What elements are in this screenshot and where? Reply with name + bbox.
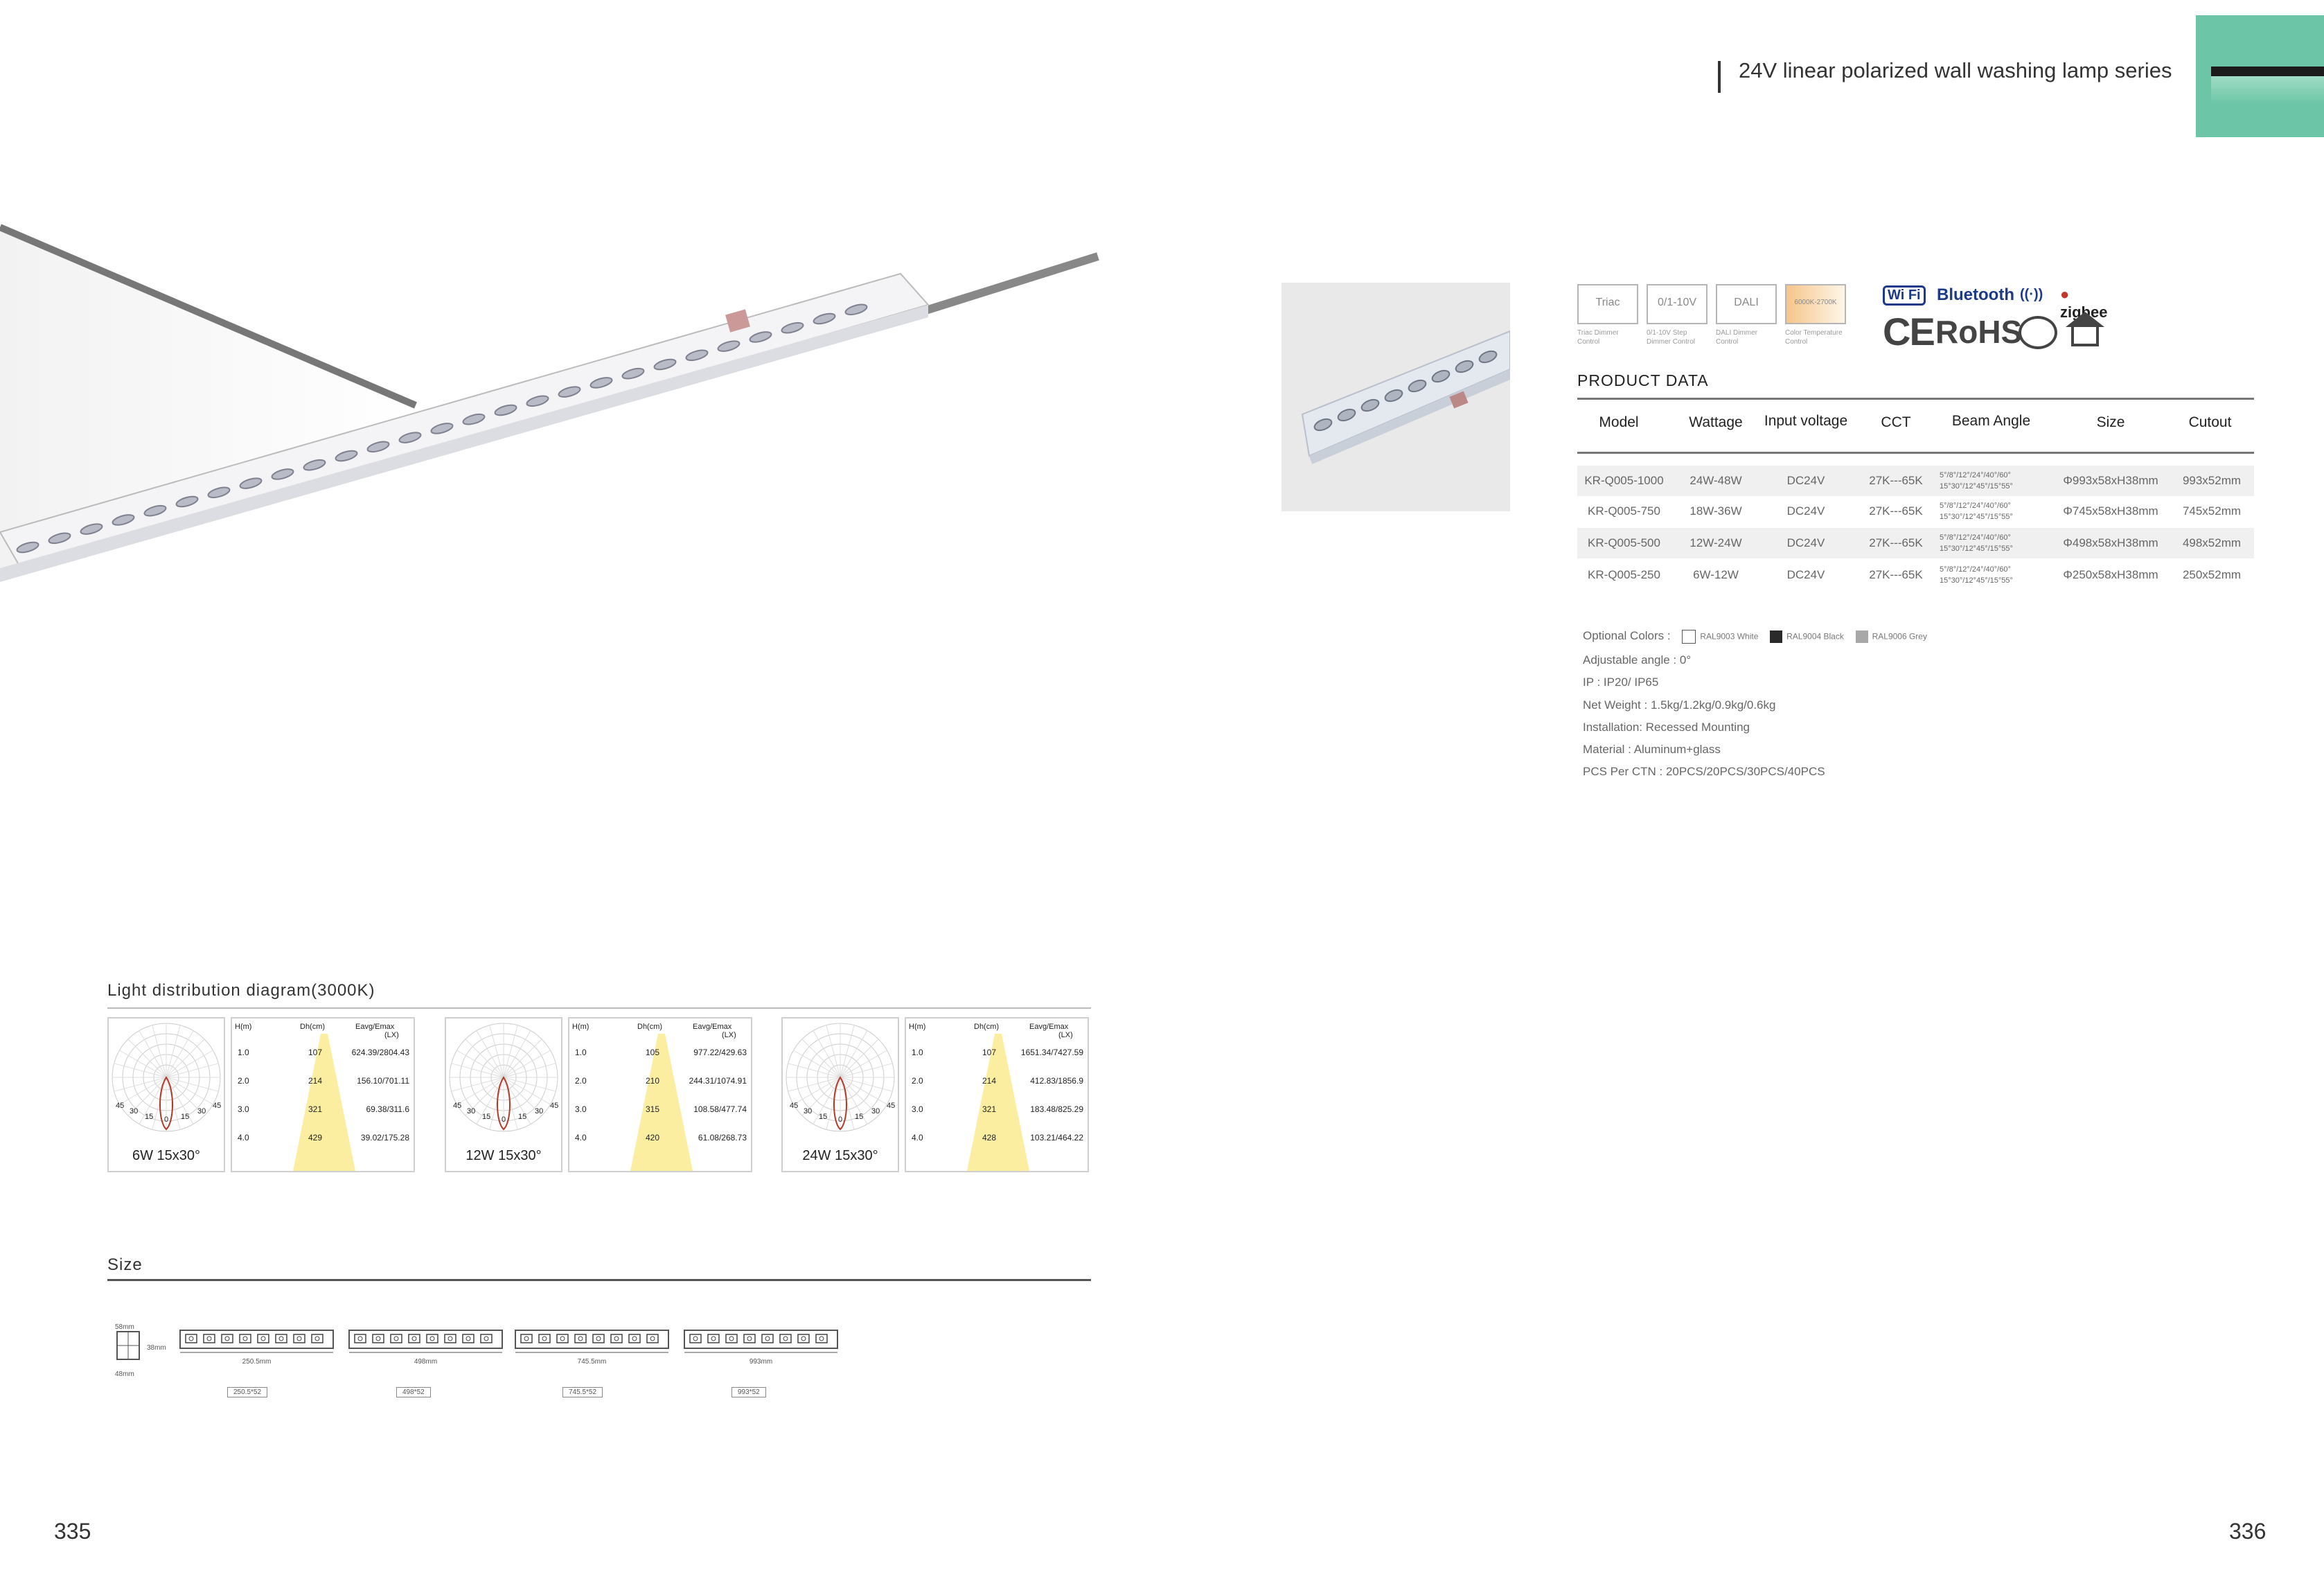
illuminance-column-header: (LX) xyxy=(384,1031,399,1039)
profile-section-drawing xyxy=(114,1329,142,1364)
table-header xyxy=(1577,414,2254,442)
illuminance-column-header: Eavg/Emax xyxy=(355,1023,395,1031)
illuminance-cell: 321 xyxy=(982,1104,997,1114)
ip-rating: IP : IP20/ IP65 xyxy=(1583,676,1659,689)
indoor-use-icon xyxy=(2066,312,2104,327)
lamp-size-drawing xyxy=(514,1329,670,1405)
illuminance-column-header: Dh(cm) xyxy=(637,1023,663,1031)
illuminance-column-header: H(m) xyxy=(572,1023,589,1031)
illuminance-column-header: Dh(cm) xyxy=(300,1023,326,1031)
table-header-rule xyxy=(1577,452,2254,454)
polar-angle-label: 0 xyxy=(502,1115,506,1124)
th-size: Size xyxy=(2096,414,2125,430)
illuminance-cell: 3.0 xyxy=(238,1104,249,1114)
polar-angle-label: 30 xyxy=(804,1107,813,1115)
hero-product-image xyxy=(0,208,1101,582)
polar-diagram xyxy=(781,1017,899,1172)
lamp-length-label: 745.5mm xyxy=(577,1358,607,1366)
illuminance-cell: 69.38/311.6 xyxy=(366,1104,409,1114)
polar-diagram-label: 6W 15x30° xyxy=(132,1148,201,1163)
black-swatch-label: RAL9004 Black xyxy=(1786,631,1844,642)
cell-cutout: 498x52mm xyxy=(2182,536,2242,549)
rohs-icon: RoHS xyxy=(1935,314,2023,350)
indoor-use-house-base xyxy=(2071,327,2099,346)
illuminance-cell: 105 xyxy=(646,1048,660,1057)
illuminance-cell: 420 xyxy=(646,1133,660,1143)
th-cutout: Cutout xyxy=(2188,414,2232,430)
beam-line-1: 5°/8°/12°/24°/40°/60° xyxy=(1940,471,2011,479)
th-model: Model xyxy=(1599,414,1639,430)
illuminance-cell: 1651.34/7427.59 xyxy=(1020,1048,1083,1057)
th-input-voltage: Input voltage xyxy=(1764,413,1848,429)
product-data-title: PRODUCT DATA xyxy=(1577,371,1709,389)
polar-angle-label: 45 xyxy=(887,1102,896,1110)
illuminance-cell: 1.0 xyxy=(238,1048,249,1057)
cell-cct: 27K---65K xyxy=(1869,568,1923,581)
installation: Installation: Recessed Mounting xyxy=(1583,721,1750,734)
cell-wattage: 12W-24W xyxy=(1689,536,1742,549)
dimmer-caption: 0/1-10V Step Dimmer Control xyxy=(1647,329,1696,346)
illuminance-cell: 3.0 xyxy=(575,1104,587,1114)
optional-colors xyxy=(1583,629,1927,644)
illuminance-cell: 103.21/464.22 xyxy=(1030,1133,1083,1143)
illuminance-cell: 3.0 xyxy=(912,1104,923,1114)
profile-depth-label: 48mm xyxy=(115,1370,134,1378)
polar-angle-label: 15 xyxy=(855,1113,864,1121)
page-number-left: 335 xyxy=(54,1519,91,1544)
bluetooth-icon xyxy=(1937,285,2014,305)
illuminance-column-header: H(m) xyxy=(235,1023,252,1031)
illuminance-cell: 214 xyxy=(308,1076,323,1086)
polar-diagram xyxy=(107,1017,225,1172)
dimmer-0-10v-icon xyxy=(1647,284,1707,324)
illuminance-cell: 4.0 xyxy=(575,1133,587,1143)
cell-size: Φ993x58xH38mm xyxy=(2063,474,2158,487)
cell-cct: 27K---65K xyxy=(1869,474,1923,487)
illuminance-cell: 107 xyxy=(982,1048,997,1057)
illuminance-table xyxy=(905,1017,1089,1172)
material: Material : Aluminum+glass xyxy=(1583,743,1721,756)
beam-line-2: 15°30°/12°45°/15°55° xyxy=(1940,482,2013,491)
white-swatch-label: RAL9003 White xyxy=(1700,631,1759,642)
light-distribution-rule xyxy=(107,1007,1091,1009)
illuminance-table xyxy=(568,1017,752,1172)
polar-angle-label: 0 xyxy=(164,1115,169,1124)
illuminance-cell: 624.39/2804.43 xyxy=(351,1048,409,1057)
optional-colors-label: Optional Colors : xyxy=(1583,629,1671,642)
illuminance-cell: 210 xyxy=(646,1076,660,1086)
size-title: Size xyxy=(107,1255,143,1274)
illuminance-cell: 39.02/175.28 xyxy=(360,1133,409,1143)
cell-model: KR-Q005-1000 xyxy=(1584,474,1664,487)
illuminance-table xyxy=(231,1017,415,1172)
beam-line-1: 5°/8°/12°/24°/40°/60° xyxy=(1940,502,2011,510)
zigbee-label: zigbee xyxy=(2060,303,2108,321)
illuminance-cell: 315 xyxy=(646,1104,660,1114)
illuminance-cell: 321 xyxy=(308,1104,323,1114)
cell-cutout: 993x52mm xyxy=(2182,474,2242,487)
lamp-length-label: 993mm xyxy=(749,1358,773,1366)
polar-angle-label: 15 xyxy=(482,1113,491,1121)
illuminance-column-header: Dh(cm) xyxy=(974,1023,1000,1031)
illuminance-column-header: H(m) xyxy=(909,1023,926,1031)
wireless-signal-icon: ((·)) xyxy=(2020,287,2043,302)
polar-angle-label: 30 xyxy=(467,1107,476,1115)
lamp-size-drawing xyxy=(348,1329,504,1405)
bluetooth-label: Bluetooth xyxy=(1937,285,2014,304)
light-distribution-title: Light distribution diagram(3000K) xyxy=(107,981,375,1000)
cell-voltage: DC24V xyxy=(1786,474,1825,487)
illuminance-cell: 156.10/701.11 xyxy=(357,1076,409,1086)
table-row xyxy=(1577,560,2254,590)
cell-beam xyxy=(1940,528,2050,563)
polar-angle-label: 30 xyxy=(130,1107,139,1115)
black-swatch xyxy=(1770,630,1782,643)
cell-cutout: 745x52mm xyxy=(2182,504,2242,518)
illuminance-cell: 1.0 xyxy=(575,1048,587,1057)
white-swatch xyxy=(1682,630,1696,644)
polar-angle-label: 15 xyxy=(819,1113,828,1121)
lamp-cutout-label: 498*52 xyxy=(396,1387,431,1397)
cell-voltage: DC24V xyxy=(1786,504,1825,518)
polar-diagram-label: 24W 15x30° xyxy=(802,1148,878,1163)
polar-diagram-label: 12W 15x30° xyxy=(465,1148,542,1163)
header-divider xyxy=(1718,61,1721,93)
size-rule xyxy=(107,1279,1091,1281)
illuminance-cell: 977.22/429.63 xyxy=(693,1048,747,1057)
th-beam-angle: Beam Angle xyxy=(1951,413,2031,429)
table-row xyxy=(1577,528,2254,558)
cell-wattage: 18W-36W xyxy=(1689,504,1742,518)
polar-angle-label: 30 xyxy=(535,1107,544,1115)
illuminance-cell: 2.0 xyxy=(238,1076,249,1086)
cell-beam xyxy=(1940,466,2050,500)
cell-size: Φ250x58xH38mm xyxy=(2063,568,2158,581)
polar-angle-label: 15 xyxy=(181,1113,190,1121)
lamp-cutout-label: 250.5*52 xyxy=(227,1387,267,1397)
illuminance-cell: 107 xyxy=(308,1048,323,1057)
net-weight: Net Weight : 1.5kg/1.2kg/0.9kg/0.6kg xyxy=(1583,698,1776,712)
lamp-size-drawing xyxy=(179,1329,335,1405)
illuminance-cell: 214 xyxy=(982,1076,997,1086)
corner-lamp-glow xyxy=(2211,76,2324,104)
polar-angle-label: 0 xyxy=(838,1115,843,1124)
cct-caption: Color Temperature Control xyxy=(1785,329,1843,346)
illuminance-cell: 412.83/1856.9 xyxy=(1030,1076,1083,1086)
page-number-right: 336 xyxy=(2229,1519,2267,1544)
wifi-icon: Wi Fi xyxy=(1883,285,1926,306)
beam-line-1: 5°/8°/12°/24°/40°/60° xyxy=(1940,565,2011,574)
polar-angle-label: 15 xyxy=(145,1113,154,1121)
cell-beam xyxy=(1940,560,2050,594)
corner-lamp-strip xyxy=(2211,67,2324,76)
illuminance-cell: 1.0 xyxy=(912,1048,923,1057)
illuminance-cell: 244.31/1074.91 xyxy=(689,1076,747,1086)
grey-swatch-label: RAL9006 Grey xyxy=(1872,631,1927,642)
beam-line-2: 15°30°/12°45°/15°55° xyxy=(1940,576,2013,585)
series-title: 24V linear polarized wall washing lamp series xyxy=(1739,58,2172,82)
triac-icon xyxy=(1577,284,1638,324)
beam-line-2: 15°30°/12°45°/15°55° xyxy=(1940,545,2013,553)
dali-icon xyxy=(1716,284,1777,324)
illuminance-cell: 183.48/825.29 xyxy=(1030,1104,1083,1114)
color-temperature-icon xyxy=(1785,284,1846,324)
illuminance-cell: 108.58/477.74 xyxy=(693,1104,747,1114)
dali-label: DALI xyxy=(1734,297,1759,308)
cell-wattage: 6W-12W xyxy=(1693,568,1739,581)
table-row xyxy=(1577,466,2254,496)
polar-angle-label: 45 xyxy=(550,1102,559,1110)
illuminance-column-header: Eavg/Emax xyxy=(693,1023,732,1031)
cct-label: 6000K-2700K xyxy=(1794,299,1837,306)
illuminance-cell: 4.0 xyxy=(238,1133,249,1143)
illuminance-cell: 429 xyxy=(308,1133,323,1143)
table-top-rule xyxy=(1577,398,2254,400)
polar-angle-label: 30 xyxy=(871,1107,880,1115)
pcs-per-ctn: PCS Per CTN : 20PCS/20PCS/30PCS/40PCS xyxy=(1583,765,1825,778)
polar-angle-label: 30 xyxy=(197,1107,206,1115)
polar-angle-label: 45 xyxy=(116,1102,125,1110)
cell-cct: 27K---65K xyxy=(1869,504,1923,518)
polar-angle-label: 15 xyxy=(518,1113,527,1121)
cell-cutout: 250x52mm xyxy=(2182,568,2242,581)
cell-beam xyxy=(1940,496,2050,531)
polar-angle-label: 45 xyxy=(213,1102,222,1110)
illuminance-cell: 2.0 xyxy=(912,1076,923,1086)
illuminance-cell: 2.0 xyxy=(575,1076,587,1086)
lamp-cutout-label: 745.5*52 xyxy=(562,1387,603,1397)
cell-cct: 27K---65K xyxy=(1869,536,1923,549)
illuminance-column-header: Eavg/Emax xyxy=(1029,1023,1069,1031)
dimmer-label: 0/1-10V xyxy=(1657,297,1697,308)
triac-label: Triac xyxy=(1595,297,1620,308)
polar-angle-label: 45 xyxy=(790,1102,799,1110)
ccc-mark-icon xyxy=(2019,316,2057,349)
beam-line-2: 15°30°/12°45°/15°55° xyxy=(1940,513,2013,521)
corner-product-graphic xyxy=(2196,15,2324,137)
th-cct: CCT xyxy=(1881,414,1911,430)
polar-diagram xyxy=(445,1017,562,1172)
lamp-size-drawing xyxy=(683,1329,839,1405)
lamp-length-label: 250.5mm xyxy=(242,1358,272,1366)
adjustable-angle: Adjustable angle : 0° xyxy=(1583,653,1692,667)
cell-model: KR-Q005-250 xyxy=(1588,568,1660,581)
illuminance-column-header: (LX) xyxy=(722,1031,736,1039)
th-wattage: Wattage xyxy=(1689,414,1743,430)
lamp-cutout-label: 993*52 xyxy=(731,1387,766,1397)
beam-line-1: 5°/8°/12°/24°/40°/60° xyxy=(1940,533,2011,542)
illuminance-cell: 61.08/268.73 xyxy=(698,1133,747,1143)
grey-swatch xyxy=(1856,630,1868,643)
cell-wattage: 24W-48W xyxy=(1689,474,1742,487)
table-row xyxy=(1577,496,2254,527)
lamp-length-label: 498mm xyxy=(414,1358,438,1366)
cell-size: Φ745x58xH38mm xyxy=(2063,504,2158,518)
profile-width-label: 58mm xyxy=(115,1323,134,1331)
product-thumbnail xyxy=(1281,283,1510,511)
cell-voltage: DC24V xyxy=(1786,568,1825,581)
zigbee-icon: ● zigbee xyxy=(2060,285,2108,321)
illuminance-cell: 4.0 xyxy=(912,1133,923,1143)
illuminance-column-header: (LX) xyxy=(1058,1031,1073,1039)
profile-height-label: 38mm xyxy=(147,1344,166,1352)
dali-caption: DALI Dimmer Control xyxy=(1716,329,1758,346)
illuminance-cell: 428 xyxy=(982,1133,997,1143)
cell-voltage: DC24V xyxy=(1786,536,1825,549)
polar-angle-label: 45 xyxy=(453,1102,462,1110)
cell-model: KR-Q005-500 xyxy=(1588,536,1660,549)
cell-model: KR-Q005-750 xyxy=(1588,504,1660,518)
triac-caption: Triac Dimmer Control xyxy=(1577,329,1619,346)
cell-size: Φ498x58xH38mm xyxy=(2063,536,2158,549)
ce-mark-icon: CE xyxy=(1883,310,1934,353)
